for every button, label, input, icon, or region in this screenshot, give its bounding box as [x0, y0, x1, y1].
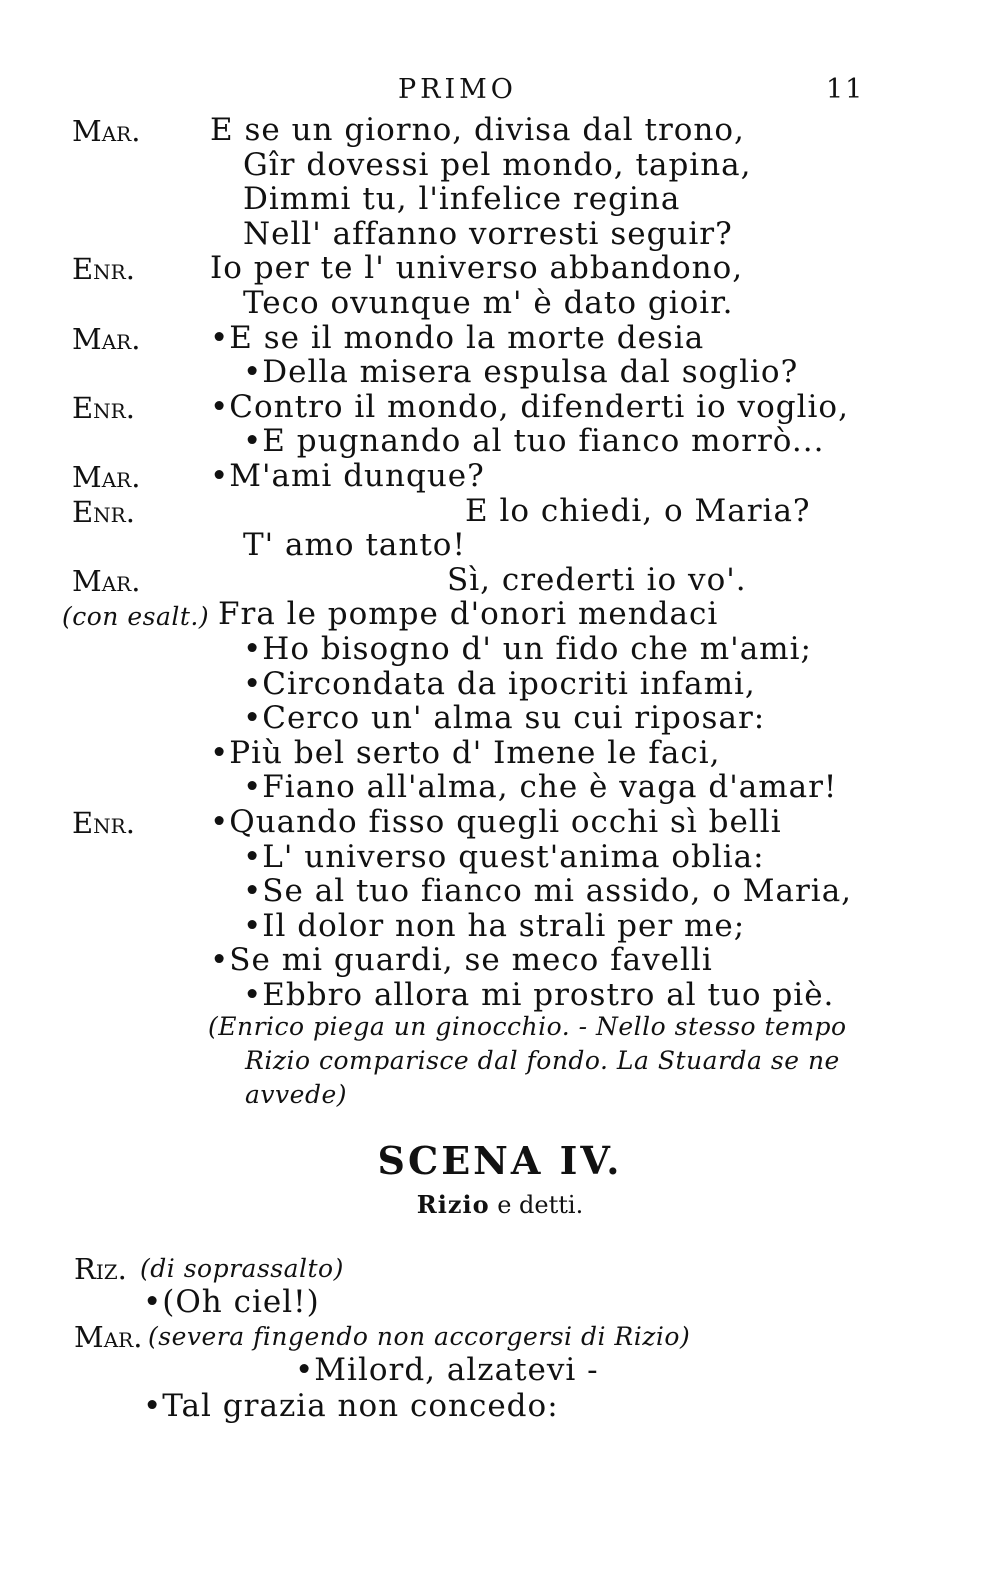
scene-line [0, 1352, 1000, 1387]
scene-line [0, 1250, 1000, 1285]
speaker-label: Riz. [74, 1252, 127, 1286]
scene-line [0, 1318, 1000, 1353]
verse-text: •Più bel serto d' Imene le faci, [210, 734, 721, 771]
verse-line [0, 735, 1000, 770]
speaker-label: Mar. [72, 460, 141, 494]
header-title: PRIMO [398, 74, 517, 105]
verse-text: Sì, crederti io vo'. [447, 561, 747, 598]
verse-text: •Della misera espulsa dal soglio? [243, 354, 799, 391]
verse-text: E se un giorno, divisa dal trono, [210, 112, 745, 148]
verse-text: •Se mi guardi, se meco favelli [210, 942, 713, 979]
verse-line [0, 320, 1000, 355]
stage-direction-line: (Enrico piega un ginocchio. - Nello stesso tempo [208, 1012, 847, 1041]
verse-line [0, 596, 1000, 631]
verse-line [0, 285, 1000, 320]
speaker-label: Enr. [72, 806, 135, 840]
verse-text: •Se al tuo fianco mi assido, o Maria, [243, 873, 853, 910]
stage-direction-line: Rizio comparisce dal fondo. La Stuarda se ne [245, 1046, 840, 1075]
verse-text: •Fiano all'alma, che è vaga d'amar! [243, 769, 838, 806]
running-header [0, 74, 1000, 108]
scene-line [0, 1388, 1000, 1423]
verse-text: E lo chiedi, o Maria? [465, 492, 811, 529]
verse-line [0, 804, 1000, 839]
inline-direction: (di soprassalto) [140, 1254, 344, 1283]
verse-text: •(Oh ciel!) [143, 1284, 320, 1320]
verse-text: •Ebbro allora mi prostro al tuo piè. [243, 977, 835, 1013]
verse-line [0, 562, 1000, 597]
scene-line [0, 1284, 1000, 1319]
speaker-label: Enr. [72, 494, 135, 529]
verse-line [0, 873, 1000, 908]
verse-text: •E pugnando al tuo fianco morrò... [243, 423, 825, 460]
speaker-label: Mar. [72, 321, 141, 356]
verse-text: •Ho bisogno d' un fido che m'ami; [243, 631, 812, 667]
scene-characters [0, 1190, 1000, 1219]
speaker-label: Enr. [72, 252, 135, 287]
speaker-label: Mar. [72, 563, 141, 598]
verse-line [0, 527, 1000, 562]
verse-line [0, 977, 1000, 1012]
scene-title: SCENA IV. [377, 1138, 623, 1183]
verse-text: •Il dolor non ha strali per me; [243, 907, 746, 944]
verse-line [0, 942, 1000, 977]
verse-text: Fra le pompe d'onori mendaci [218, 596, 719, 633]
scene-character-name: Rizio [416, 1190, 490, 1219]
verse-text: Nell' affanno vorresti seguir? [243, 215, 733, 252]
stage-direction-line: avvede) [245, 1080, 347, 1109]
verse-line [0, 354, 1000, 389]
verse-line [0, 769, 1000, 804]
verse-text: •Quando fisso quegli occhi sì belli [210, 804, 782, 840]
speaker-label: Mar. [72, 114, 141, 148]
verse-line [0, 666, 1000, 701]
page-number: 11 [826, 74, 865, 105]
verse-line [0, 839, 1000, 874]
verse-line [0, 147, 1000, 182]
speaker-label: Enr. [72, 390, 135, 425]
inline-direction: (severa fingendo non accorgersi di Rizio) [148, 1322, 691, 1351]
verse-text: •E se il mondo la morte desia [210, 319, 705, 356]
verse-text: Io per te l' universo abbandono, [210, 250, 744, 287]
verse-text: •L' universo quest'anima oblia: [243, 838, 765, 875]
verse-text: •Tal grazia non concedo: [143, 1388, 559, 1424]
verse-line [0, 181, 1000, 216]
verse-text: Teco ovunque m' è dato gioir. [243, 285, 734, 321]
verse-text: Dimmi tu, l'infelice regina [243, 181, 681, 218]
verse-line [0, 216, 1000, 251]
verse-line [0, 250, 1000, 285]
verse-text: •Cerco un' alma su cui riposar: [243, 700, 766, 737]
verse-text: •M'ami dunque? [210, 458, 485, 494]
verse-line [0, 700, 1000, 735]
verse-line [0, 389, 1000, 424]
verse-text: •Milord, alzatevi - [295, 1352, 599, 1388]
verse-text: Gîr dovessi pel mondo, tapina, [243, 146, 752, 183]
verse-line [0, 908, 1000, 943]
verse-text: T' amo tanto! [243, 527, 466, 564]
verse-text: •Contro il mondo, difenderti io voglio, [210, 388, 849, 425]
verse-line [0, 423, 1000, 458]
verse-line [0, 458, 1000, 493]
speaker-label: Mar. [74, 1320, 143, 1354]
scene-character-rest: e detti. [489, 1191, 584, 1219]
verse-line [0, 631, 1000, 666]
verse-line [0, 493, 1000, 528]
verse-text: •Circondata da ipocriti infami, [243, 665, 756, 702]
inline-direction: (con esalt.) [62, 602, 210, 632]
verse-line [0, 112, 1000, 147]
